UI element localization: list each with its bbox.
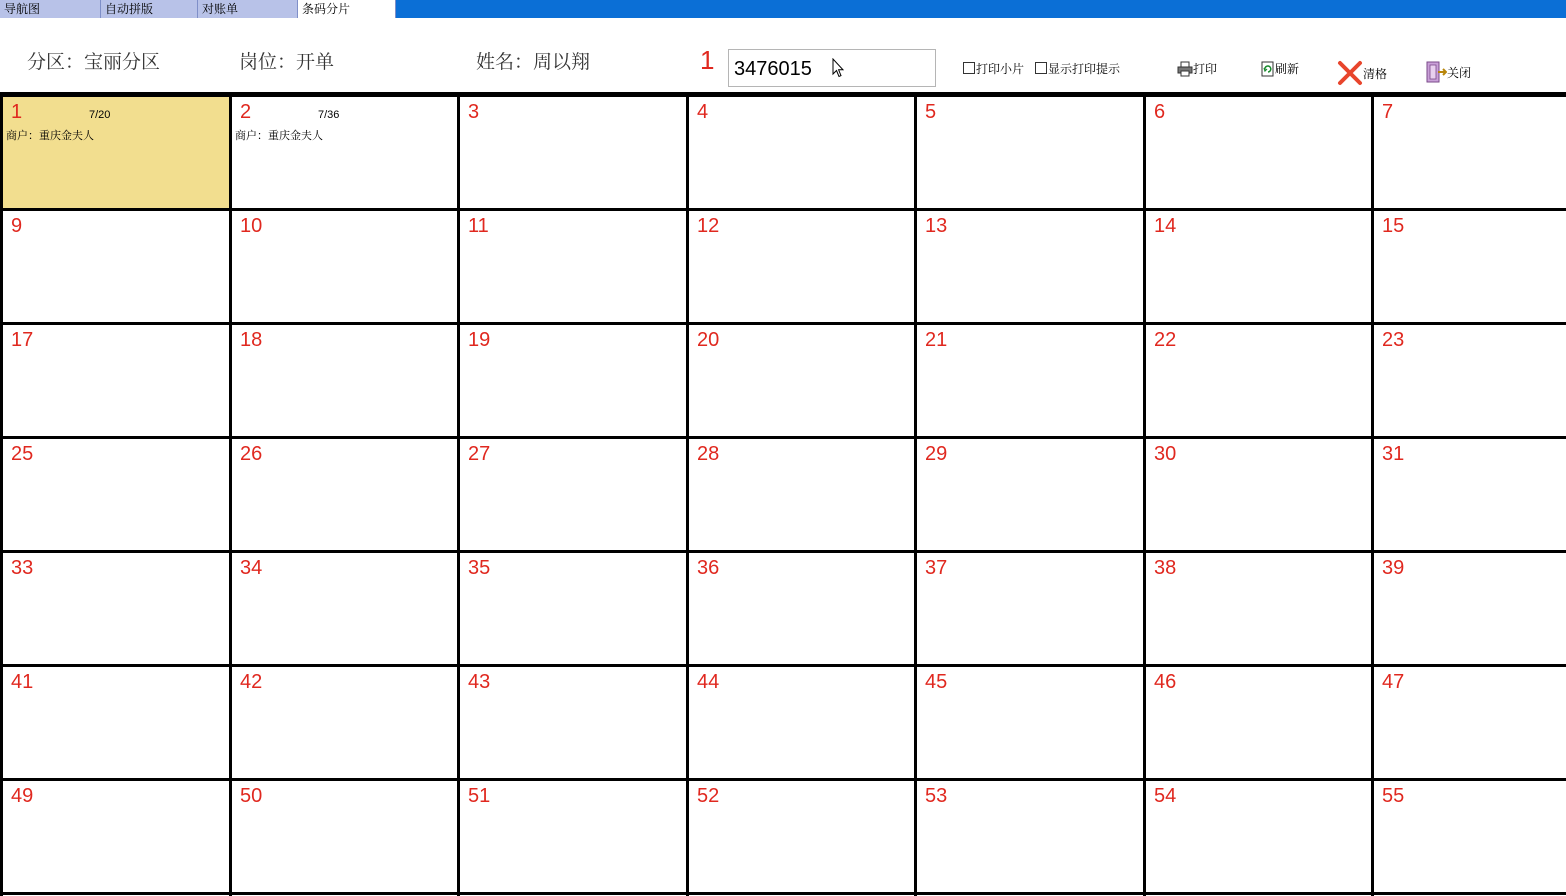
slot-cell[interactable] xyxy=(1146,781,1371,892)
slot-cell[interactable] xyxy=(1146,97,1371,208)
slot-number: 22 xyxy=(1154,329,1177,351)
slot-number: 37 xyxy=(925,557,948,579)
print-button[interactable] xyxy=(1177,60,1217,77)
close-label: 关闭 xyxy=(1447,66,1472,80)
slot-cell[interactable] xyxy=(689,553,914,664)
slot-cell[interactable] xyxy=(460,439,686,550)
refresh-label: 刷新 xyxy=(1275,62,1300,76)
slot-number: 49 xyxy=(11,785,34,807)
slot-cell[interactable] xyxy=(1374,439,1566,550)
slot-cell[interactable] xyxy=(689,781,914,892)
slot-number: 43 xyxy=(468,671,491,693)
slot-cell[interactable] xyxy=(917,781,1143,892)
slot-cell[interactable] xyxy=(689,667,914,778)
slot-cell[interactable] xyxy=(1374,781,1566,892)
slot-cell[interactable] xyxy=(917,667,1143,778)
slot-cell[interactable] xyxy=(1374,325,1566,436)
slot-cell[interactable] xyxy=(460,325,686,436)
slot-number: 25 xyxy=(11,443,34,465)
post-label: 岗位：开单 xyxy=(239,51,335,73)
close-button[interactable] xyxy=(1425,60,1471,84)
slot-merchant: 商户：重庆金夫人 xyxy=(235,130,323,142)
slot-number: 9 xyxy=(11,215,23,237)
checkbox-box-icon xyxy=(963,62,975,74)
slot-cell[interactable] xyxy=(1374,211,1566,322)
slot-number: 54 xyxy=(1154,785,1177,807)
slot-cell[interactable] xyxy=(3,553,229,664)
slot-number: 30 xyxy=(1154,443,1177,465)
slot-cell[interactable] xyxy=(689,325,914,436)
slot-count: 7/36 xyxy=(318,109,340,121)
slot-cell[interactable] xyxy=(1146,439,1371,550)
slot-number: 10 xyxy=(240,215,263,237)
slot-number: 34 xyxy=(240,557,263,579)
slot-number: 35 xyxy=(468,557,491,579)
slot-number: 46 xyxy=(1154,671,1177,693)
slot-cell[interactable] xyxy=(1146,553,1371,664)
show-hint-label: 显示打印提示 xyxy=(1048,62,1121,76)
slot-number: 17 xyxy=(11,329,34,351)
refresh-icon xyxy=(1261,61,1275,77)
slot-number: 44 xyxy=(697,671,720,693)
slot-merchant: 商户：重庆金夫人 xyxy=(6,130,94,142)
slot-number: 18 xyxy=(240,329,263,351)
slot-number: 38 xyxy=(1154,557,1177,579)
slot-cell[interactable] xyxy=(460,211,686,322)
slot-number: 6 xyxy=(1154,101,1166,123)
tab-statement[interactable]: 对账单 xyxy=(198,0,298,18)
slot-number: 28 xyxy=(697,443,720,465)
slot-number: 36 xyxy=(697,557,720,579)
slot-number: 50 xyxy=(240,785,263,807)
slot-cell[interactable] xyxy=(689,97,914,208)
slot-cell[interactable] xyxy=(460,553,686,664)
slot-number: 53 xyxy=(925,785,948,807)
slot-number: 42 xyxy=(240,671,263,693)
clear-button[interactable] xyxy=(1337,60,1387,86)
slot-cell[interactable] xyxy=(460,97,686,208)
slot-number: 51 xyxy=(468,785,491,807)
slot-number: 45 xyxy=(925,671,948,693)
slot-cell[interactable] xyxy=(1146,325,1371,436)
sequence-number: 1 xyxy=(700,45,715,75)
zone-label: 分区：宝丽分区 xyxy=(27,51,161,73)
slot-cell[interactable] xyxy=(1146,211,1371,322)
slot-cell[interactable] xyxy=(232,553,457,664)
tab-navigation[interactable]: 导航图 xyxy=(0,0,101,18)
slot-grid xyxy=(3,97,1566,896)
slot-number: 4 xyxy=(697,101,709,123)
slot-number: 20 xyxy=(697,329,720,351)
slot-cell[interactable] xyxy=(3,439,229,550)
slot-cell[interactable] xyxy=(3,667,229,778)
clear-x-icon xyxy=(1337,60,1363,86)
slot-count: 7/20 xyxy=(89,109,111,121)
slot-number: 41 xyxy=(11,671,34,693)
slot-cell[interactable] xyxy=(232,667,457,778)
slot-number: 1 xyxy=(11,101,23,123)
slot-cell[interactable] xyxy=(917,439,1143,550)
slot-number: 13 xyxy=(925,215,948,237)
slot-number: 23 xyxy=(1382,329,1405,351)
slot-cell[interactable] xyxy=(689,211,914,322)
slot-cell[interactable] xyxy=(1374,97,1566,208)
slot-cell[interactable] xyxy=(689,439,914,550)
slot-number: 47 xyxy=(1382,671,1405,693)
slot-cell[interactable] xyxy=(1374,667,1566,778)
slot-number: 31 xyxy=(1382,443,1405,465)
slot-number: 39 xyxy=(1382,557,1405,579)
tab-bar xyxy=(0,0,1566,18)
print-small-checkbox[interactable] xyxy=(963,60,1024,77)
slot-cell[interactable] xyxy=(917,211,1143,322)
checkbox-box-icon xyxy=(1035,62,1047,74)
slot-number: 15 xyxy=(1382,215,1405,237)
slot-cell[interactable] xyxy=(232,781,457,892)
slot-cell[interactable] xyxy=(3,325,229,436)
slot-cell[interactable] xyxy=(1146,667,1371,778)
slot-cell[interactable] xyxy=(232,439,457,550)
print-small-label: 打印小片 xyxy=(976,62,1025,76)
slot-cell[interactable] xyxy=(917,97,1143,208)
slot-cell[interactable] xyxy=(917,553,1143,664)
printer-icon xyxy=(1177,61,1193,77)
slot-number: 29 xyxy=(925,443,948,465)
slot-cell[interactable] xyxy=(460,667,686,778)
slot-cell[interactable] xyxy=(917,325,1143,436)
slot-number: 55 xyxy=(1382,785,1405,807)
slot-number: 21 xyxy=(925,329,948,351)
exit-door-icon xyxy=(1425,60,1447,84)
tab-barcode-split[interactable]: 条码分片 xyxy=(298,0,396,18)
show-hint-checkbox[interactable] xyxy=(1035,60,1120,77)
slot-number: 33 xyxy=(11,557,34,579)
slot-number: 52 xyxy=(697,785,720,807)
slot-cell[interactable] xyxy=(460,781,686,892)
slot-number: 5 xyxy=(925,101,937,123)
slot-number: 19 xyxy=(468,329,491,351)
slot-number: 3 xyxy=(468,101,480,123)
slot-cell[interactable] xyxy=(3,211,229,322)
slot-number: 26 xyxy=(240,443,263,465)
slot-cell[interactable] xyxy=(232,211,457,322)
slot-number: 14 xyxy=(1154,215,1177,237)
clear-label: 清格 xyxy=(1363,67,1388,81)
slot-number: 7 xyxy=(1382,101,1394,123)
slot-cell[interactable] xyxy=(3,781,229,892)
header-bar xyxy=(0,18,1566,92)
slot-number: 12 xyxy=(697,215,720,237)
mouse-cursor-icon xyxy=(832,58,844,78)
slot-cell[interactable] xyxy=(232,97,457,208)
name-label: 姓名：周以翔 xyxy=(476,51,591,73)
slot-number: 2 xyxy=(240,101,252,123)
tab-auto-layout[interactable]: 自动拼版 xyxy=(101,0,198,18)
slot-cell[interactable] xyxy=(232,325,457,436)
slot-cell-selected[interactable] xyxy=(3,97,229,208)
refresh-button[interactable] xyxy=(1261,60,1299,77)
slot-cell[interactable] xyxy=(1374,553,1566,664)
print-label: 打印 xyxy=(1193,62,1218,76)
slot-number: 27 xyxy=(468,443,491,465)
slot-number: 11 xyxy=(468,215,489,237)
